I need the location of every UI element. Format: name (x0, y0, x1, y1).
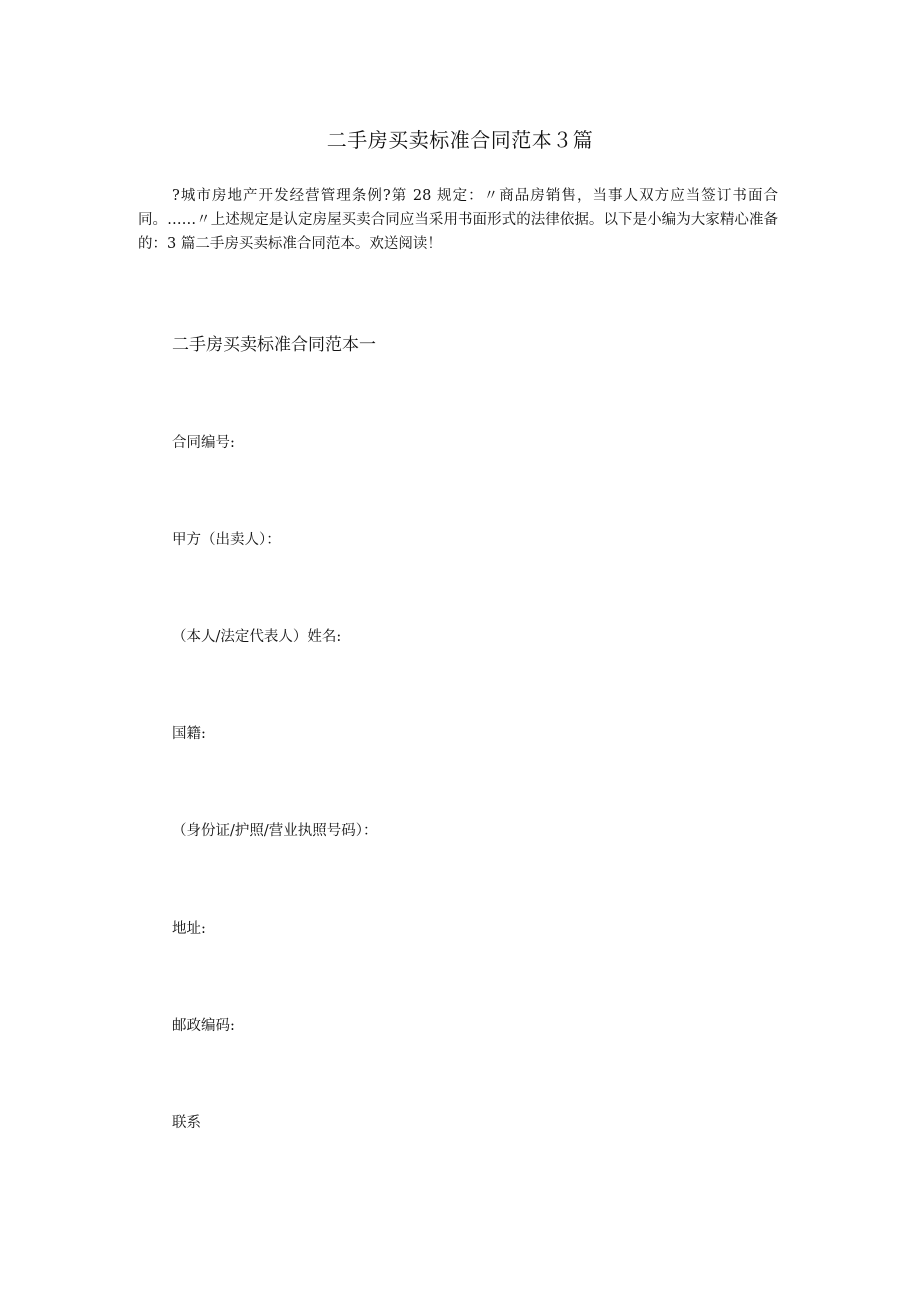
section-heading: 二手房买卖标准合同范本一 (172, 335, 376, 355)
document-title: 二手房买卖标准合同范本３篇 (326, 128, 594, 152)
field-id-number: （身份证/护照/营业执照号码）： (172, 823, 378, 839)
field-nationality: 国籍: (172, 726, 206, 742)
field-contract-number: 合同编号: (172, 435, 235, 451)
intro-paragraph: ?城市房地产开发经营管理条例?第 28 规定：〃商品房销售，当事人双方应当签订书面合同。……〃上述规定是认定房屋买卖合同应当采用书面形式的法律依据。以下是小编为大家精心准备的：3 篇二手房买卖标准合同范本。欢送阅读！ (138, 188, 778, 252)
field-contact: 联系 (172, 1115, 201, 1131)
field-address: 地址: (172, 921, 206, 937)
field-postal-code: 邮政编码: (172, 1018, 235, 1034)
field-party-a: 甲方（出卖人）： (172, 532, 281, 548)
field-name: （本人/法定代表人）姓名: (172, 629, 342, 645)
